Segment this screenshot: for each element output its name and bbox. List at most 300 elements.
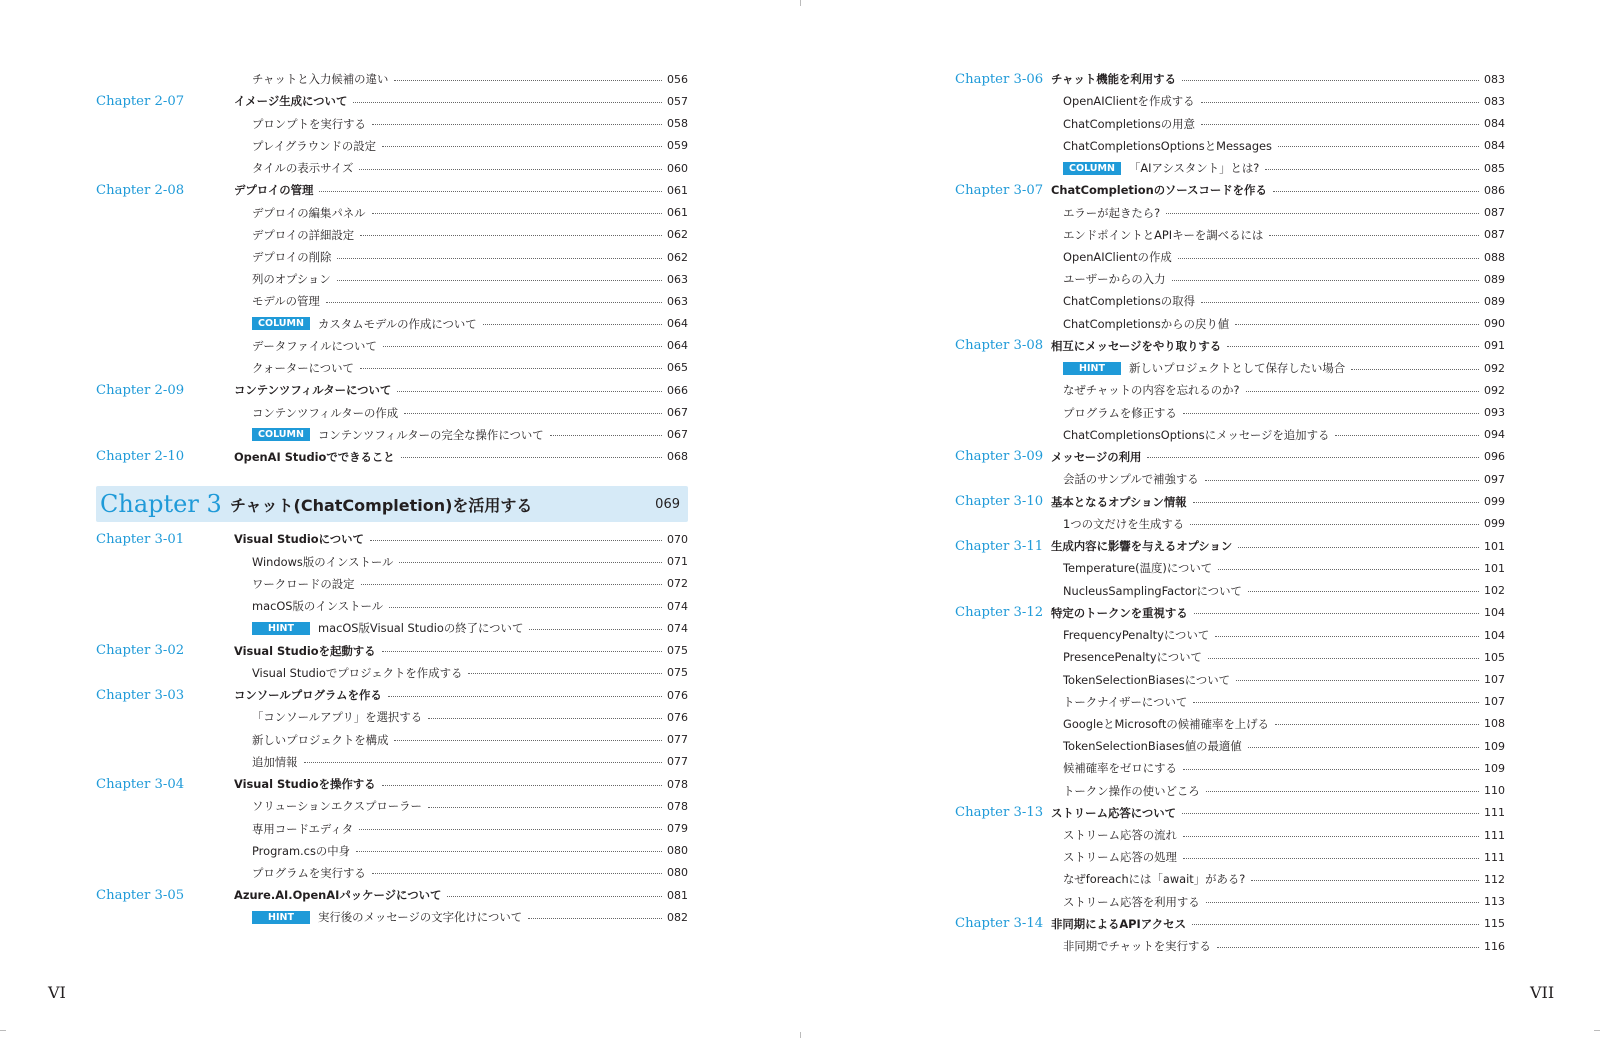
toc-section-row[interactable]: [955, 602, 1505, 624]
entry-title: ChatCompletionsOptionsにメッセージを追加する: [1063, 427, 1330, 442]
dot-leader: [528, 918, 662, 919]
dot-leader: [1238, 547, 1479, 548]
page-number: 084: [1484, 117, 1505, 131]
entry-title: クォーターについて: [252, 360, 354, 375]
entry-title: データファイルについて: [252, 338, 377, 353]
section-number: Chapter 3-08: [955, 338, 1044, 354]
entry-title: Visual Studioを操作する: [234, 777, 376, 792]
section-number: Chapter 3-05: [96, 887, 185, 903]
toc-entry-row[interactable]: [96, 268, 688, 290]
page-number: 105: [1484, 650, 1505, 664]
toc-entry-row[interactable]: [96, 135, 688, 157]
page-number: 074: [667, 621, 688, 635]
section-number: Chapter 3-10: [955, 494, 1044, 510]
toc-entry-row[interactable]: [96, 551, 688, 573]
dot-leader: [1172, 280, 1479, 281]
toc-entry-row[interactable]: [955, 757, 1505, 779]
dot-leader: [394, 80, 662, 81]
entry-title: チャット機能を利用する: [1051, 72, 1176, 87]
dot-leader: [337, 280, 662, 281]
entry-title: コンテンツフィルターの作成: [252, 405, 399, 420]
toc-section-row[interactable]: [955, 68, 1505, 90]
crop-mark: [800, 0, 801, 6]
entry-title: ストリーム応答の処理: [1063, 850, 1177, 865]
page-number: 087: [1484, 206, 1505, 220]
chapter-3-header[interactable]: [96, 486, 688, 522]
entry-title: OpenAIClientを作成する: [1063, 94, 1195, 109]
section-number: Chapter 3-11: [955, 538, 1044, 554]
toc-entry-row[interactable]: [955, 157, 1505, 179]
toc-entry-row[interactable]: [96, 595, 688, 617]
toc-entry-row[interactable]: [955, 779, 1505, 801]
page-number: 111: [1484, 806, 1505, 820]
entry-title: Visual Studioについて: [234, 532, 364, 547]
toc-entry-row[interactable]: [96, 862, 688, 884]
page-number: 089: [1484, 272, 1505, 286]
entry-title: プロンプトを実行する: [252, 116, 366, 131]
page-number: 092: [1484, 361, 1505, 375]
entry-title: 新しいプロジェクトとして保存したい場合: [1129, 361, 1346, 376]
dot-leader: [359, 829, 662, 830]
section-number: Chapter 3-03: [96, 687, 185, 703]
entry-title: ChatCompletionのソースコードを作る: [1051, 183, 1267, 198]
toc-entry-row[interactable]: [96, 706, 688, 728]
toc-entry-row[interactable]: [96, 795, 688, 817]
entry-title: 候補確率をゼロにする: [1063, 761, 1177, 776]
toc-entry-row[interactable]: [955, 268, 1505, 290]
entry-title: Windows版のインストール: [252, 554, 394, 569]
dot-leader: [1205, 480, 1479, 481]
entry-title: なぜチャットの内容を忘れるのか?: [1063, 383, 1240, 398]
page-number: 104: [1484, 628, 1505, 642]
page-number: 075: [667, 666, 688, 680]
column-badge: COLUMN: [252, 317, 310, 330]
toc-entry-row[interactable]: [955, 513, 1505, 535]
page-number: 104: [1484, 606, 1505, 620]
hint-badge: HINT: [252, 622, 310, 635]
page-number: 107: [1484, 673, 1505, 687]
dot-leader: [1227, 346, 1479, 347]
dot-leader: [319, 191, 662, 192]
dot-leader: [394, 740, 662, 741]
entry-title: Temperature(温度)について: [1063, 561, 1213, 576]
entry-title: コンテンツフィルターについて: [234, 383, 392, 398]
entry-title: コンソールプログラムを作る: [234, 688, 382, 703]
toc-section-row[interactable]: [955, 179, 1505, 201]
toc-entry-row[interactable]: [955, 646, 1505, 668]
toc-entry-row[interactable]: [955, 401, 1505, 423]
page-number: 059: [667, 139, 688, 153]
dot-leader: [1183, 836, 1479, 837]
dot-leader: [372, 124, 662, 125]
dot-leader: [1166, 213, 1479, 214]
toc-entry-row[interactable]: [955, 846, 1505, 868]
page-number: 115: [1484, 917, 1505, 931]
dot-leader: [397, 391, 662, 392]
dot-leader: [353, 102, 662, 103]
page-number: 070: [667, 532, 688, 546]
toc-entry-row[interactable]: [955, 624, 1505, 646]
entry-title: macOS版Visual Studioの終了について: [318, 621, 524, 636]
dot-leader: [361, 584, 662, 585]
dot-leader: [399, 562, 662, 563]
toc-section-row[interactable]: [96, 528, 688, 550]
toc-entry-row[interactable]: [955, 424, 1505, 446]
page-number: 061: [667, 206, 688, 220]
dot-leader: [356, 851, 662, 852]
entry-title: ストリーム応答を利用する: [1063, 894, 1200, 909]
dot-leader: [1273, 191, 1479, 192]
page-number: 093: [1484, 406, 1505, 420]
toc-entry-row[interactable]: [955, 735, 1505, 757]
toc-entry-row[interactable]: [955, 668, 1505, 690]
entry-title: macOS版のインストール: [252, 599, 384, 614]
toc-entry-row[interactable]: [955, 113, 1505, 135]
entry-title: プログラムを実行する: [252, 865, 366, 880]
dot-leader: [1192, 924, 1479, 925]
entry-title: TokenSelectionBiases値の最適値: [1063, 739, 1242, 754]
dot-leader: [370, 540, 662, 541]
page-number: 094: [1484, 428, 1505, 442]
right-toc-column: [955, 68, 1505, 957]
dot-leader: [468, 673, 662, 674]
column-badge: COLUMN: [252, 428, 310, 441]
toc-entry-row[interactable]: [96, 817, 688, 839]
page-number: 110: [1484, 784, 1505, 798]
entry-title: OpenAI Studioでできること: [234, 449, 395, 464]
page-number: 056: [667, 72, 688, 86]
page-number: 062: [667, 250, 688, 264]
toc-section-row[interactable]: [96, 379, 688, 401]
dot-leader: [1183, 858, 1479, 859]
entry-title: デプロイの管理: [234, 183, 314, 198]
section-number: Chapter 2-10: [96, 449, 185, 465]
toc-entry-row[interactable]: [96, 335, 688, 357]
dot-leader: [1275, 724, 1479, 725]
toc-entry-row[interactable]: [96, 401, 688, 423]
entry-title: 会話のサンプルで補強する: [1063, 472, 1199, 487]
toc-section-row[interactable]: [955, 446, 1505, 468]
page-number: 091: [1484, 339, 1505, 353]
page-number: 085: [1484, 161, 1505, 175]
dot-leader: [529, 629, 662, 630]
page-number: 077: [667, 755, 688, 769]
page-number: 116: [1484, 939, 1505, 953]
page-number: 064: [667, 317, 688, 331]
page-number: 113: [1484, 895, 1505, 909]
entry-title: 非同期によるAPIアクセス: [1051, 916, 1186, 931]
entry-title: トークナイザーについて: [1063, 694, 1188, 709]
dot-leader: [1218, 569, 1479, 570]
page-number: 058: [667, 117, 688, 131]
dot-leader: [1190, 524, 1479, 525]
chapter-page-number: 069: [655, 496, 680, 512]
toc-entry-row[interactable]: [955, 90, 1505, 112]
dot-leader: [304, 762, 662, 763]
page-number: 102: [1484, 584, 1505, 598]
toc-entry-row[interactable]: [955, 891, 1505, 913]
dot-leader: [550, 435, 662, 436]
entry-title: Visual Studioでプロジェクトを作成する: [252, 665, 463, 680]
dot-leader: [382, 651, 662, 652]
dot-leader: [1351, 369, 1479, 370]
toc-entry-row[interactable]: [955, 357, 1505, 379]
entry-title: 相互にメッセージをやり取りする: [1051, 338, 1222, 353]
toc-entry-row[interactable]: [955, 290, 1505, 312]
page-number: 112: [1484, 872, 1505, 886]
page-number: 079: [667, 822, 688, 836]
section-number: Chapter 3-04: [96, 776, 185, 792]
page-number: 076: [667, 710, 688, 724]
entry-title: ChatCompletionsの取得: [1063, 294, 1195, 309]
entry-title: FrequencyPenaltyについて: [1063, 628, 1210, 643]
page-number: 060: [667, 161, 688, 175]
toc-section-row[interactable]: [955, 913, 1505, 935]
toc-entry-row[interactable]: [955, 580, 1505, 602]
toc-entry-row[interactable]: [955, 691, 1505, 713]
dot-leader: [1246, 391, 1479, 392]
dot-leader: [382, 146, 662, 147]
toc-entry-row[interactable]: [96, 224, 688, 246]
page-number: 096: [1484, 450, 1505, 464]
toc-entry-row[interactable]: [96, 68, 688, 90]
page-number: 089: [1484, 294, 1505, 308]
entry-title: プログラムを修正する: [1063, 405, 1177, 420]
toc-section-row[interactable]: [955, 490, 1505, 512]
page-number: 109: [1484, 739, 1505, 753]
dot-leader: [1251, 880, 1479, 881]
entry-title: 特定のトークンを重視する: [1051, 605, 1188, 620]
toc-entry-row[interactable]: [96, 246, 688, 268]
toc-section-row[interactable]: [96, 90, 688, 112]
toc-entry-row[interactable]: [96, 202, 688, 224]
dot-leader: [483, 324, 662, 325]
page-number: 075: [667, 644, 688, 658]
section-number: Chapter 3-09: [955, 449, 1044, 465]
dot-leader: [1206, 791, 1479, 792]
entry-title: 基本となるオプション情報: [1051, 494, 1187, 509]
page-number: 083: [1484, 94, 1505, 108]
entry-title: NucleusSamplingFactorについて: [1063, 583, 1242, 598]
hint-badge: HINT: [1063, 362, 1121, 375]
dot-leader: [359, 169, 662, 170]
dot-leader: [1248, 747, 1479, 748]
toc-section-row[interactable]: [955, 335, 1505, 357]
hint-badge: HINT: [252, 911, 310, 924]
dot-leader: [1183, 769, 1479, 770]
page-number: 072: [667, 577, 688, 591]
dot-leader: [1147, 457, 1479, 458]
entry-title: プレイグラウンドの設定: [252, 138, 377, 153]
entry-title: ChatCompletionsの用意: [1063, 116, 1195, 131]
page-number: 068: [667, 450, 688, 464]
entry-title: Program.csの中身: [252, 843, 351, 858]
dot-leader: [1193, 702, 1479, 703]
entry-title: ChatCompletionsからの戻り値: [1063, 316, 1230, 331]
toc-entry-row[interactable]: [955, 246, 1505, 268]
section-number: Chapter 3-12: [955, 605, 1044, 621]
entry-title: ソリューションエクスプローラー: [252, 799, 422, 814]
page-number: 063: [667, 272, 688, 286]
dot-leader: [428, 807, 662, 808]
section-number: Chapter 2-08: [96, 182, 185, 198]
toc-list: [955, 68, 1505, 957]
toc-entry-row[interactable]: [96, 157, 688, 179]
toc-entry-row[interactable]: [96, 617, 688, 639]
dot-leader: [337, 258, 662, 259]
toc-entry-row[interactable]: [955, 713, 1505, 735]
dot-leader: [372, 213, 662, 214]
section-number: Chapter 3-02: [96, 643, 185, 659]
toc-section-row[interactable]: [96, 773, 688, 795]
toc-entry-row[interactable]: [96, 728, 688, 750]
section-number: Chapter 2-09: [96, 382, 185, 398]
entry-title: TokenSelectionBiasesについて: [1063, 672, 1231, 687]
entry-title: 「AIアシスタント」とは?: [1129, 161, 1260, 176]
chapter-title: チャット(ChatCompletion)を活用する: [230, 495, 533, 515]
toc-entry-row[interactable]: [955, 202, 1505, 224]
dot-leader: [1217, 947, 1479, 948]
entry-title: ユーザーからの入力: [1063, 272, 1166, 287]
entry-title: 生成内容に影響を与えるオプション: [1051, 539, 1233, 554]
section-number: Chapter 3-01: [96, 531, 185, 547]
dot-leader: [1278, 146, 1479, 147]
entry-title: 新しいプロジェクトを構成: [252, 732, 389, 747]
page-number: 063: [667, 294, 688, 308]
dot-leader: [1206, 902, 1479, 903]
page-number: 082: [667, 910, 688, 924]
page-number: 062: [667, 228, 688, 242]
page-number: 086: [1484, 183, 1505, 197]
page-number: 078: [667, 777, 688, 791]
toc-section-row[interactable]: [96, 684, 688, 706]
page-number: 077: [667, 733, 688, 747]
page-number: 097: [1484, 472, 1505, 486]
page-number: 067: [667, 406, 688, 420]
toc-entry-row[interactable]: [96, 751, 688, 773]
entry-title: トークン操作の使いどころ: [1063, 783, 1200, 798]
page-number: 065: [667, 361, 688, 375]
toc-entry-row[interactable]: [955, 224, 1505, 246]
section-number: Chapter 3-07: [955, 182, 1044, 198]
dot-leader: [428, 718, 662, 719]
toc-entry-row[interactable]: [955, 312, 1505, 334]
page-number: 076: [667, 688, 688, 702]
entry-title: なぜforeachには「await」がある?: [1063, 872, 1246, 887]
dot-leader: [1248, 591, 1479, 592]
entry-title: 実行後のメッセージの文字化けについて: [318, 910, 523, 925]
toc-entry-row[interactable]: [955, 135, 1505, 157]
toc-section-row[interactable]: [955, 802, 1505, 824]
page-number: 061: [667, 183, 688, 197]
entry-title: メッセージの利用: [1051, 449, 1142, 464]
page-number: 064: [667, 339, 688, 353]
dot-leader: [1194, 613, 1479, 614]
dot-leader: [360, 368, 662, 369]
section-number: Chapter 3-14: [955, 916, 1044, 932]
chapter-label: Chapter 3: [100, 490, 222, 519]
toc-list: [96, 528, 688, 928]
dot-leader: [447, 896, 662, 897]
dot-leader: [389, 607, 662, 608]
toc-section-row[interactable]: [96, 446, 688, 468]
entry-title: Visual Studioを起動する: [234, 643, 376, 658]
entry-title: Azure.AI.OpenAIパッケージについて: [234, 888, 442, 903]
toc-entry-row[interactable]: [96, 312, 688, 334]
entry-title: 追加情報: [252, 754, 298, 769]
toc-section-row[interactable]: [96, 639, 688, 661]
toc-entry-row[interactable]: [955, 824, 1505, 846]
page-number: 083: [1484, 72, 1505, 86]
toc-section-row[interactable]: [96, 884, 688, 906]
dot-leader: [1335, 435, 1479, 436]
dot-leader: [1269, 235, 1479, 236]
entry-title: 1つの文だけを生成する: [1063, 516, 1185, 531]
dot-leader: [1201, 124, 1479, 125]
entry-title: PresencePenaltyについて: [1063, 650, 1202, 665]
page-number: 080: [667, 866, 688, 880]
dot-leader: [1193, 502, 1479, 503]
page-number: 108: [1484, 717, 1505, 731]
toc-entry-row[interactable]: [955, 935, 1505, 957]
toc-entry-row[interactable]: [96, 573, 688, 595]
page-number: 101: [1484, 561, 1505, 575]
entry-title: デプロイの詳細設定: [252, 227, 355, 242]
page-number: 066: [667, 383, 688, 397]
toc-section-row[interactable]: [96, 179, 688, 201]
entry-title: イメージ生成について: [234, 94, 348, 109]
entry-title: ChatCompletionsOptionsとMessages: [1063, 138, 1272, 153]
toc-list: [96, 68, 688, 468]
toc-entry-row[interactable]: [96, 662, 688, 684]
dot-leader: [372, 873, 662, 874]
toc-entry-row[interactable]: [955, 468, 1505, 490]
toc-entry-row[interactable]: [96, 906, 688, 928]
toc-entry-row[interactable]: [96, 424, 688, 446]
dot-leader: [1265, 169, 1479, 170]
dot-leader: [388, 696, 662, 697]
column-badge: COLUMN: [1063, 162, 1121, 175]
entry-title: エラーが起きたら?: [1063, 205, 1161, 220]
dot-leader: [401, 457, 662, 458]
page-number: 107: [1484, 695, 1505, 709]
page-number: 109: [1484, 761, 1505, 775]
page-number: 101: [1484, 539, 1505, 553]
page-number: 087: [1484, 228, 1505, 242]
page-number: 111: [1484, 828, 1505, 842]
page-number: 057: [667, 94, 688, 108]
folio-left: VI: [48, 983, 66, 1002]
toc-entry-row[interactable]: [96, 840, 688, 862]
crop-mark: [1594, 1030, 1600, 1031]
page-number: 090: [1484, 317, 1505, 331]
toc-entry-row[interactable]: [96, 113, 688, 135]
dot-leader: [1182, 813, 1479, 814]
page-number: 092: [1484, 383, 1505, 397]
crop-mark: [800, 1032, 801, 1038]
entry-title: ストリーム応答について: [1051, 805, 1177, 820]
toc-entry-row[interactable]: [955, 379, 1505, 401]
page-number: 080: [667, 844, 688, 858]
dot-leader: [382, 785, 662, 786]
entry-title: GoogleとMicrosoftの候補確率を上げる: [1063, 716, 1269, 731]
toc-entry-row[interactable]: [96, 357, 688, 379]
toc-entry-row[interactable]: [96, 290, 688, 312]
toc-entry-row[interactable]: [955, 557, 1505, 579]
toc-section-row[interactable]: [955, 535, 1505, 557]
toc-entry-row[interactable]: [955, 868, 1505, 890]
entry-title: タイルの表示サイズ: [252, 161, 354, 176]
